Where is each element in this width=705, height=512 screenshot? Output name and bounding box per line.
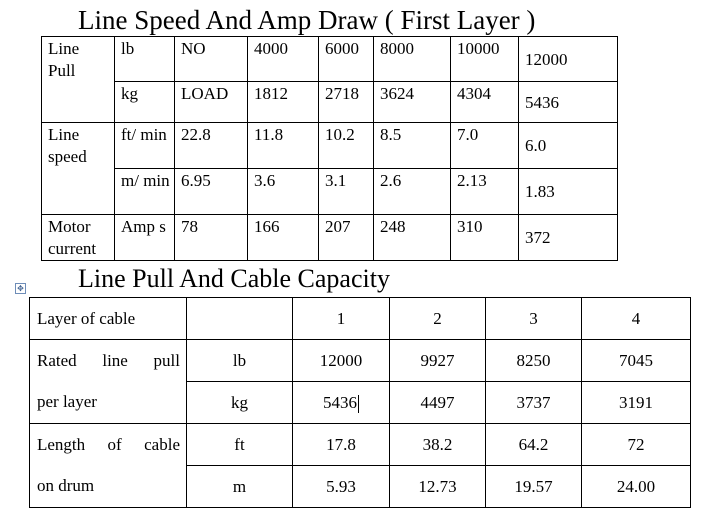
cell: 24.00 — [582, 466, 691, 508]
cell: 248 — [374, 215, 451, 261]
cell: 3 — [486, 298, 582, 340]
unit-kg: kg — [187, 382, 293, 424]
line-pull-label: Line Pull — [42, 37, 115, 123]
cell: 6000 — [319, 37, 374, 82]
cell: 4000 — [248, 37, 319, 82]
cell: 6.0 — [519, 123, 618, 169]
title-line-speed-amp-draw: Line Speed And Amp Draw ( First Layer ) — [78, 5, 536, 35]
cell-value: 5436 — [323, 392, 357, 412]
cell: 10.2 — [319, 123, 374, 169]
cell: 72 — [582, 424, 691, 466]
unit-ft: ft — [187, 424, 293, 466]
cell: 2 — [390, 298, 486, 340]
title-line-pull-cable-capacity: Line Pull And Cable Capacity — [78, 264, 390, 293]
move-handle-icon[interactable]: ✥ — [15, 283, 26, 294]
line-speed-amp-table — [41, 36, 618, 261]
cell: NO — [175, 37, 248, 82]
unit-mmin: m/ min — [115, 169, 175, 215]
unit-kg: kg — [115, 82, 175, 123]
cell: 1.83 — [519, 169, 618, 215]
layer-of-cable-label: Layer of cable — [30, 298, 187, 340]
cell: 3737 — [486, 382, 582, 424]
per-layer-label: per layer — [30, 382, 187, 424]
cell: 64.2 — [486, 424, 582, 466]
cell: 38.2 — [390, 424, 486, 466]
text-cursor — [358, 395, 359, 413]
cell: 166 — [248, 215, 319, 261]
cell: 4 — [582, 298, 691, 340]
cell: 9927 — [390, 340, 486, 382]
cell: 3624 — [374, 82, 451, 123]
cell: 5436 — [519, 82, 618, 123]
cell: 207 — [319, 215, 374, 261]
cell: 2.13 — [451, 169, 519, 215]
cell: 12.73 — [390, 466, 486, 508]
cell — [293, 382, 390, 424]
cell: 8000 — [374, 37, 451, 82]
cell: 1812 — [248, 82, 319, 123]
cell: 12000 — [293, 340, 390, 382]
line-speed-label: Line speed — [42, 123, 115, 215]
cell: 10000 — [451, 37, 519, 82]
cell: 4304 — [451, 82, 519, 123]
cell: 2.6 — [374, 169, 451, 215]
cell: 2718 — [319, 82, 374, 123]
cell: LOAD — [175, 82, 248, 123]
cell: 3.6 — [248, 169, 319, 215]
on-drum-label: on drum — [30, 466, 187, 508]
cell: 7.0 — [451, 123, 519, 169]
cell: 19.57 — [486, 466, 582, 508]
unit-lb: lb — [115, 37, 175, 82]
cell: 1 — [293, 298, 390, 340]
cell: 12000 — [519, 37, 618, 82]
length-of-cable-label: Length of cable — [30, 424, 187, 466]
cell: 6.95 — [175, 169, 248, 215]
unit-amps: Amp s — [115, 215, 175, 261]
cell: 22.8 — [175, 123, 248, 169]
cell: 310 — [451, 215, 519, 261]
cell: 11.8 — [248, 123, 319, 169]
rated-line-pull-label: Rated line pull — [30, 340, 187, 382]
cell: 5.93 — [293, 466, 390, 508]
cell: 3191 — [582, 382, 691, 424]
line-pull-cable-table — [29, 297, 691, 508]
cell: 4497 — [390, 382, 486, 424]
cell — [187, 298, 293, 340]
cell: 78 — [175, 215, 248, 261]
cell: 7045 — [582, 340, 691, 382]
unit-lb: lb — [187, 340, 293, 382]
motor-current-label: Motor current — [42, 215, 115, 261]
cell: 8250 — [486, 340, 582, 382]
cell: 372 — [519, 215, 618, 261]
cell: 3.1 — [319, 169, 374, 215]
cell: 17.8 — [293, 424, 390, 466]
cell: 8.5 — [374, 123, 451, 169]
unit-ftmin: ft/ min — [115, 123, 175, 169]
unit-m: m — [187, 466, 293, 508]
